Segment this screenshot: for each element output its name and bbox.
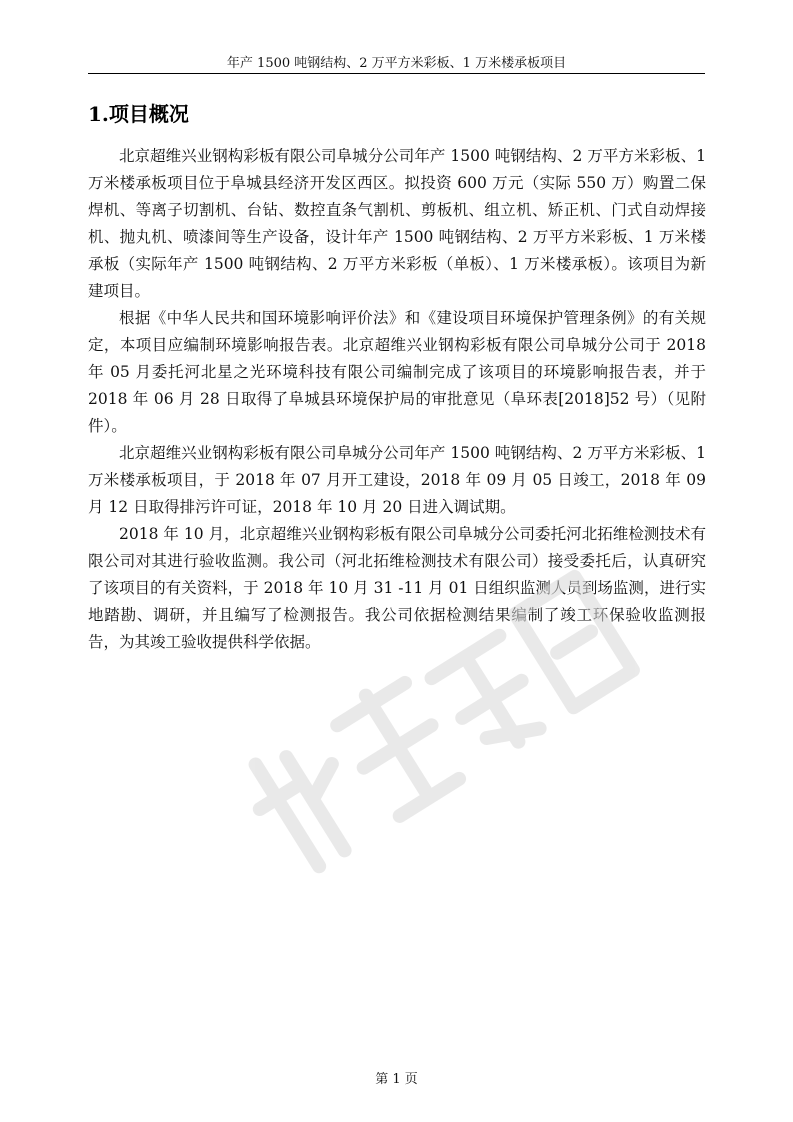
section-title: 1.项目概况 <box>88 102 189 126</box>
running-header: 年产 1500 吨钢结构、2 万平方米彩板、1 万米楼承板项目 <box>226 56 567 71</box>
paragraph-3: 北京超维兴业钢构彩板有限公司阜城分公司年产 1500 吨钢结构、2 万平方米彩板、1 万米楼承板项目，于 2018 年 07 月开工建设，2018 年 09 月 05 日竣工，2018 年 09 月 12 日取得排污许可证，2018 年 10 月 20 日进入调试期。 <box>88 444 706 516</box>
paragraph-4: 2018 年 10 月，北京超维兴业钢构彩板有限公司阜城分公司委托河北拓维检测技术有限公司对其进行验收监测。我公司（河北拓维检测技术有限公司）接受委托后，认真研究了该项目的有关资料，于 2018 年 10 月 31 -11 月 01 日组织监测人员到场监测，进行实地踏勘、调研，并且编写了检测报告。我公司依据检测结果编制了竣工环保验收监测报告，为其竣工验收提供科学依据。 <box>88 525 706 651</box>
paragraph-2: 根据《中华人民共和国环境影响评价法》和《建设项目环境保护管理条例》的有关规定，本项目应编制环境影响报告表。北京超维兴业钢构彩板有限公司阜城分公司于 2018 年 05 月委托河北星之光环境科技有限公司编制完成了该项目的环境影响报告表，并于 2018 年 06 月 28 日取得了阜城县环境保护局的审批意见（阜环表[2018]52 号）（见附件）。 <box>88 309 706 435</box>
header-rule <box>88 73 705 74</box>
body-text <box>88 143 706 656</box>
paragraph-1: 北京超维兴业钢构彩板有限公司阜城分公司年产 1500 吨钢结构、2 万平方米彩板、1 万米楼承板项目位于阜城县经济开发区西区。拟投资 600 万元（实际 550 万）购置二保焊机、等离子切割机、台钻、数控直条气割机、剪板机、组立机、矫正机、门式自动焊接机、抛丸机、喷漆间等生产设备，设计年产 1500 吨钢结构、2 万平方米彩板、1 万米楼承板（实际年产 1500 吨钢结构、2 万平方米彩板（单板）、1 万米楼承板）。该项目为新建项目。 <box>88 147 706 300</box>
page-number: 第 1 页 <box>375 1072 418 1087</box>
